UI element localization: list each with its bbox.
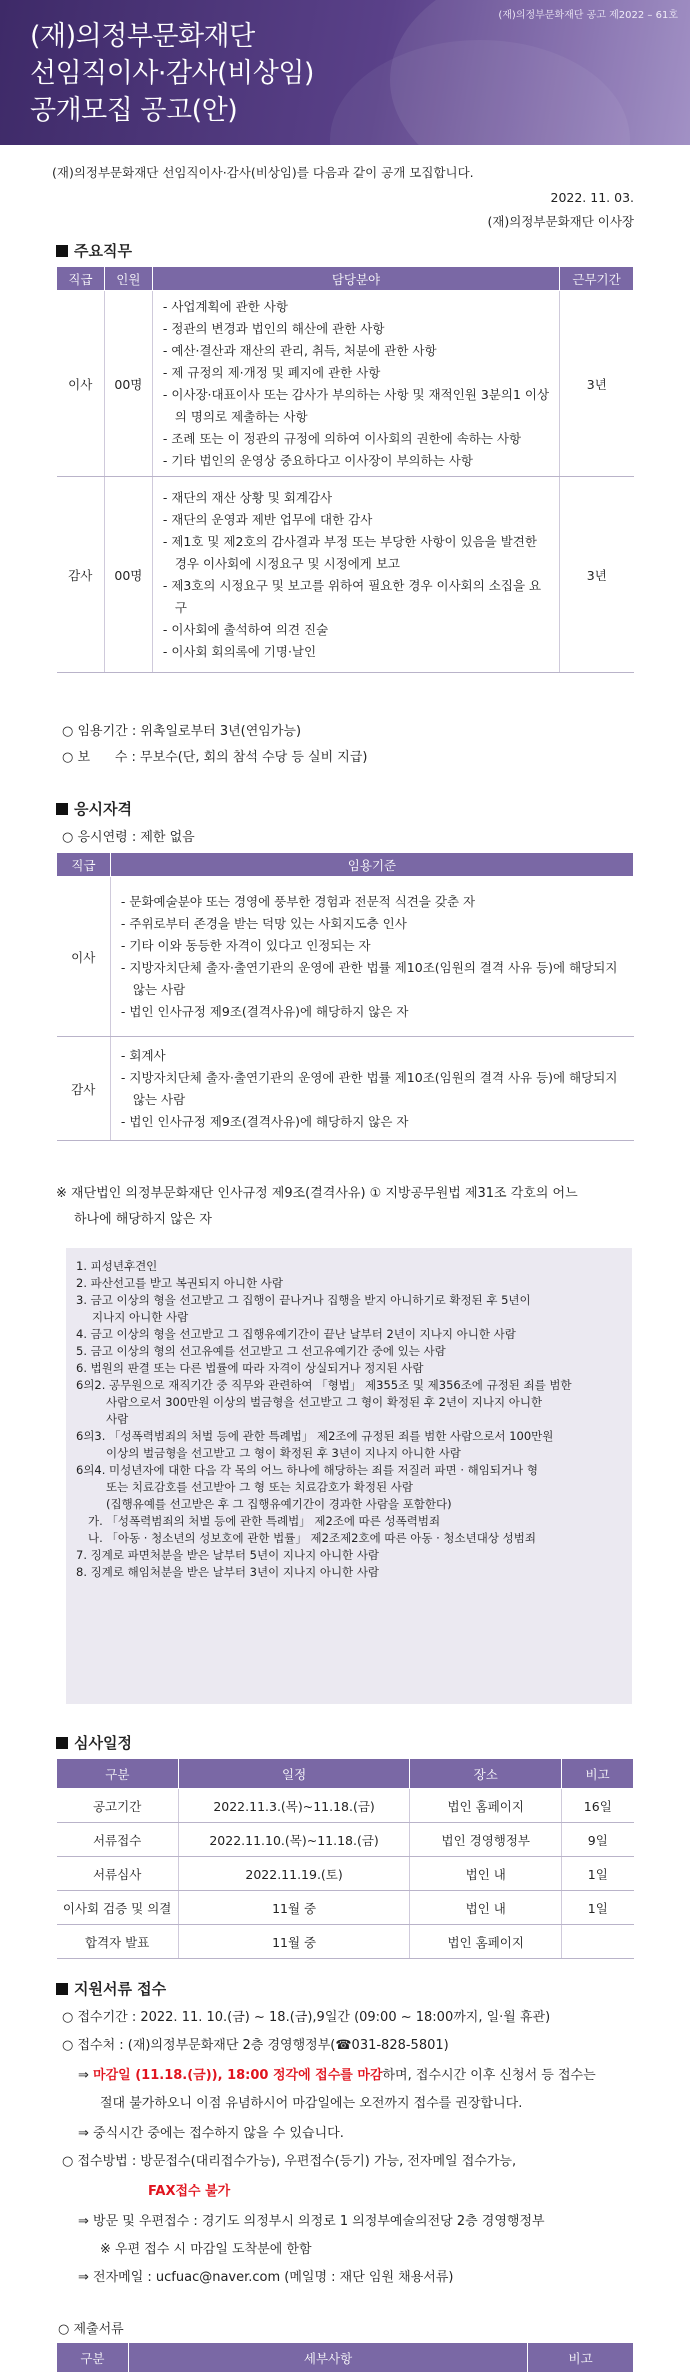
list-item: - 이사회에 출석하여 의견 진술 [162,621,329,637]
table-row [57,291,634,477]
list-item: 5. 금고 이상의 형의 선고유예를 선고받고 그 선고유예기간 중에 있는 사람 [76,1344,446,1358]
list-item: - 기타 이와 동등한 자격이 있다고 인정되는 자 [120,937,371,953]
list-item: 6의4. 미성년자에 대한 다음 각 목의 어느 하나에 해당하는 죄를 저질러 파면 · 해임되거나 형 [76,1463,538,1477]
term-info: ○ 임용기간 : 위촉일로부터 3년(연임가능) [62,724,302,739]
section-title-qualification: 응시자격 [56,798,132,819]
deadline-notice: ⇒ 마감일 (11.18.(금)), 18:00 정각에 접수를 마감하며, 접수시간 이후 신청서 등 접수는 [78,2068,596,2083]
list-item: - 주위로부터 존경을 받는 덕망 있는 사회지도층 인사 [120,915,407,931]
list-item: 나. 「아동 · 청소년의 성보호에 관한 법률」 제2조제2호에 따른 아동 · 청소년대상 성범죄 [88,1531,536,1545]
list-item: 3. 금고 이상의 형을 선고받고 그 집행이 끝나거나 집행을 받지 아니하기로 확정된 후 5년이 [76,1293,531,1307]
post-address: ⇒ 방문 및 우편접수 : 경기도 의정부시 의정로 1 의정부예술의전당 2층 경영행정부 [78,2214,545,2229]
header-banner [0,0,690,145]
table-header-row: 구분 세부사항 비고 [57,2343,634,2373]
list-item: - 회계사 [120,1047,166,1063]
list-item: - 기타 법인의 운영상 중요하다고 이사장이 부의하는 사항 [162,452,473,468]
duty-list [153,483,559,667]
count-cell: 00명 [104,291,152,477]
title-line: (재)의정부문화재단 [30,21,255,52]
list-item: - 제1호 및 제2호의 감사결과 부정 또는 부당한 사항이 있음을 발견한 경우 이사회에 시정요구 및 시정에게 보고 [162,533,537,571]
title-line: 공개모집 공고(안) [30,95,238,126]
notice-number: (재)의정부문화재단 공고 제2022 – 61호 [498,10,678,21]
list-item: 8. 징계로 해임처분을 받은 날부터 3년이 지나지 아니한 사람 [76,1565,380,1579]
list-item: 이상의 벌금형을 선고받고 그 형이 확정된 후 3년이 지나지 아니한 사람 [106,1446,461,1460]
square-bullet-icon [56,245,68,257]
list-item: 가. 「성폭력범죄의 처벌 등에 관한 특례법」 제2조에 따른 성폭력범죄 [88,1514,441,1528]
disqualification-note-cont: 하나에 해당하지 않은 자 [74,1212,212,1227]
intro-text: (재)의정부문화재단 선임직이사·감사(비상임)를 다음과 같이 공개 모집합니다. [52,165,474,180]
section-title-application: 지원서류 접수 [56,1978,166,1999]
table-header-row: 직급 인원 담당분야 근무기간 [57,267,634,291]
list-item: 사람 [106,1412,129,1426]
section-title-duties: 주요직무 [56,240,132,261]
qualification-table [56,852,634,1141]
signatory: (재)의정부문화재단 이사장 [487,214,634,229]
count-cell: 00명 [104,477,152,673]
list-item: 6. 법원의 판결 또는 다른 법률에 따라 자격이 상실되거나 정지된 사람 [76,1361,424,1375]
table-header-row: 직급 임용기준 [57,853,634,877]
duty-list [153,292,559,476]
table-row: 서류접수 2022.11.10.(목)~11.18.(금) 법인 경영행정부 9일 [57,1823,634,1857]
square-bullet-icon [56,803,68,815]
list-item: - 법인 인사규정 제9조(결격사유)에 해당하지 않은 자 [120,1003,409,1019]
list-item: - 조례 또는 이 정관의 규정에 의하여 이사회의 권한에 속하는 사항 [162,430,522,446]
list-item: - 이사장·대표이사 또는 감사가 부의하는 사항 및 재적인원 3분의1 이상의 명의로 제출하는 사항 [162,386,550,424]
list-item: - 정관의 변경과 법인의 해산에 관한 사항 [162,320,385,336]
email-info: ⇒ 전자메일 : ucfuac@naver.com (메일명 : 재단 임원 채용서류) [78,2270,454,2285]
list-item: - 문화예술분야 또는 경영에 풍부한 경험과 전문적 식견을 갖춘 자 [120,893,476,909]
list-item: - 제3호의 시정요구 및 보고를 위하여 필요한 경우 이사회의 소집을 요구 [162,577,542,615]
list-item: - 예산·결산과 재산의 관리, 취득, 처분에 관한 사항 [162,342,437,358]
criteria-list [111,1041,634,1137]
square-bullet-icon [56,1983,68,1995]
table-row: 이사회 검증 및 의결 11월 중 법인 내 1일 [57,1891,634,1925]
list-item: 사람으로서 300만원 이상의 벌금형을 선고받고 그 형이 확정된 후 2년이 지나지 아니한 [106,1395,543,1409]
table-row [57,877,634,1037]
list-item: - 재단의 재산 상황 및 회계감사 [162,489,333,505]
list-item: 또는 치료감호를 선고받아 그 형 또는 치료감호가 확정된 사람 [106,1480,413,1494]
rank-cell: 감사 [57,1037,111,1141]
list-item: 7. 징계로 파면처분을 받은 날부터 5년이 지나지 아니한 사람 [76,1548,380,1562]
age-info: ○ 응시연령 : 제한 없음 [62,830,195,845]
table-row: 합격자 발표 11월 중 법인 홈페이지 [57,1925,634,1959]
documents-title: ○ 제출서류 [58,2322,124,2337]
notice-date: 2022. 11. 03. [550,190,634,205]
lunch-notice: ⇒ 중식시간 중에는 접수하지 않을 수 있습니다. [78,2126,344,2141]
list-item: - 지방자치단체 출자·출연기관의 운영에 관한 법률 제10조(임원의 결격 사유 등)에 해당되지 않는 사람 [120,959,618,997]
documents-table [56,2342,634,2373]
list-item: 6의2. 공무원으로 재직기간 중 직무와 관련하여 「형법」 제355조 및 제356조에 규정된 죄를 범한 [76,1378,572,1392]
criteria-list [111,887,634,1027]
list-item: - 재단의 운영과 제반 업무에 대한 감사 [162,511,373,527]
list-item: 1. 피성년후견인 [76,1259,158,1273]
deadline-highlight: 마감일 (11.18.(금)), 18:00 정각에 접수를 마감 [93,2068,383,2083]
list-item: - 이사회 회의록에 기명·날인 [162,643,317,659]
square-bullet-icon [56,1737,68,1749]
post-note: ※ 우편 접수 시 마감일 도착분에 한함 [100,2242,312,2257]
table-header-row: 구분 일정 장소 비고 [57,1759,634,1789]
application-period: ○ 접수기간 : 2022. 11. 10.(금) ~ 18.(금),9일간 (09:00 ~ 18:00까지, 일·월 휴관) [62,2010,551,2025]
list-item: 지나지 아니한 사람 [92,1310,189,1324]
list-item: 6의3. 「성폭력범죄의 처벌 등에 관한 특례법」 제2조에 규정된 죄를 범한 사람으로서 100만원 [76,1429,554,1443]
application-method: ○ 접수방법 : 방문접수(대리접수가능), 우편접수(등기) 가능, 전자메일 접수가능, [62,2154,517,2169]
table-row: 서류심사 2022.11.19.(토) 법인 내 1일 [57,1857,634,1891]
term-cell: 3년 [560,291,634,477]
rank-cell: 이사 [57,291,105,477]
list-item: - 법인 인사규정 제9조(결격사유)에 해당하지 않은 자 [120,1113,409,1129]
list-item: 2. 파산선고를 받고 복권되지 아니한 사람 [76,1276,283,1290]
deadline-notice-cont: 절대 불가하오니 이점 유념하시어 마감일에는 오전까지 접수를 권장합니다. [100,2096,523,2111]
application-place: ○ 접수처 : (재)의정부문화재단 2층 경영행정부(☎031-828-5801) [62,2038,449,2053]
pay-info: ○ 보 수 : 무보수(단, 회의 참석 수당 등 실비 지급) [62,750,368,765]
title-line: 선임직이사·감사(비상임) [30,58,314,89]
fax-notice: FAX접수 불가 [148,2184,231,2199]
disqualification-box [66,1248,632,1704]
table-row [57,1037,634,1141]
list-item: - 제 규정의 제·개정 및 폐지에 관한 사항 [162,364,381,380]
rank-cell: 이사 [57,877,111,1037]
list-item: (집행유예를 선고받은 후 그 집행유예기간이 경과한 사람을 포함한다) [106,1497,452,1511]
page-title [30,18,314,129]
schedule-table [56,1758,634,1959]
list-item: - 지방자치단체 출자·출연기관의 운영에 관한 법률 제10조(임원의 결격 사유 등)에 해당되지 않는 사람 [120,1069,618,1107]
list-item: - 사업계획에 관한 사항 [162,298,288,314]
duties-table [56,266,634,673]
list-item: 4. 금고 이상의 형을 선고받고 그 집행유예기간이 끝난 날부터 2년이 지나지 아니한 사람 [76,1327,516,1341]
section-title-schedule: 심사일정 [56,1732,132,1753]
table-row [57,477,634,673]
term-cell: 3년 [560,477,634,673]
rank-cell: 감사 [57,477,105,673]
table-row: 공고기간 2022.11.3.(목)~11.18.(금) 법인 홈페이지 16일 [57,1789,634,1823]
disqualification-note: ※ 재단법인 의정부문화재단 인사규정 제9조(결격사유) ① 지방공무원법 제31조 각호의 어느 [56,1186,578,1201]
